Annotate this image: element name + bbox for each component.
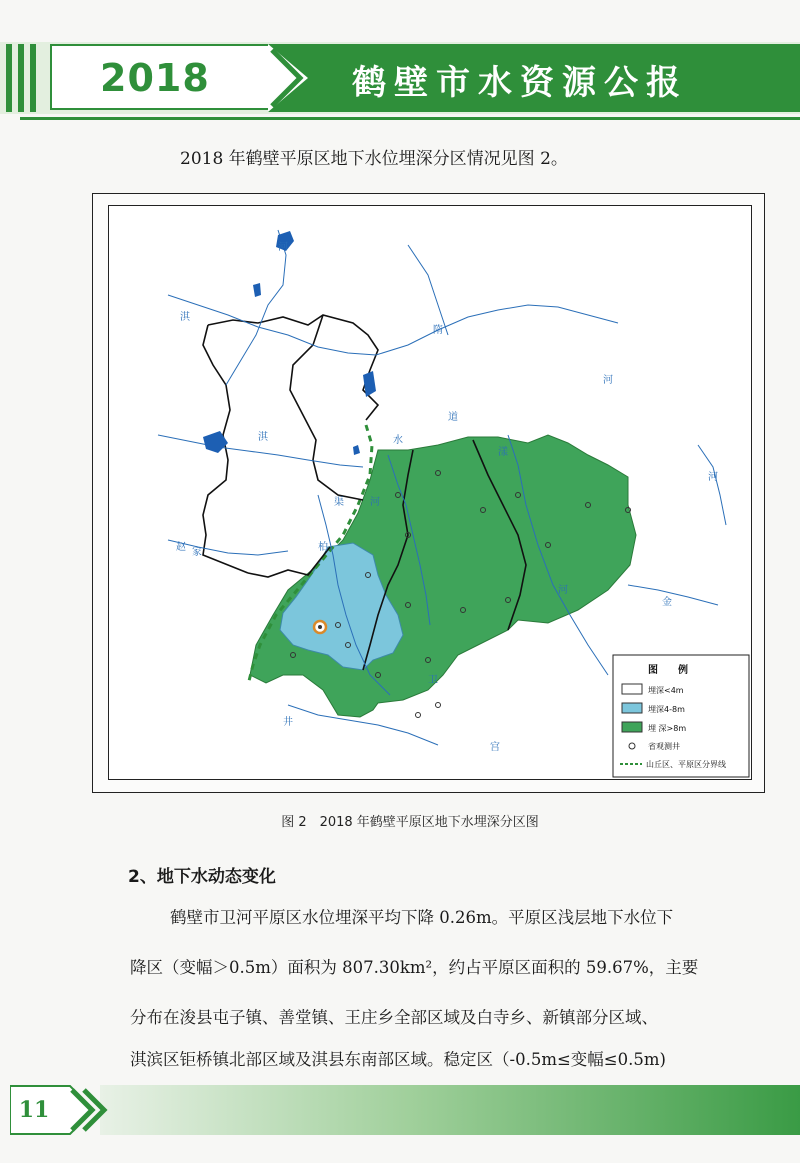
figure-caption: 图 2 2018 年鹤壁平原区地下水埋深分区图: [281, 815, 539, 830]
groundwater-depth-map: [108, 205, 752, 780]
paragraph-line: 淇滨区钜桥镇北部区域及淇县东南部区域。稳定区（-0.5m≤变幅≤0.5m): [130, 1050, 666, 1069]
label-zhao: 赵: [176, 542, 186, 553]
header-title: 鹤壁市水资源公报: [352, 63, 688, 103]
paragraph-line: 降区（变幅＞0.5m）面积为 807.30km²，约占平原区面积的 59.67%，主要: [130, 958, 699, 977]
label-sui: 隋: [433, 325, 443, 336]
label-shui: 水: [393, 435, 403, 446]
legend-item-under-4m: 埋深<4m: [648, 686, 684, 695]
header-underline: [20, 117, 800, 120]
label-he: 河: [278, 242, 288, 253]
label-he3: 河: [603, 375, 613, 386]
label-qu: 渠: [334, 497, 344, 508]
label-qi: 淇: [180, 312, 190, 323]
label-dao: 道: [448, 412, 458, 423]
legend-title: 图 例: [648, 665, 688, 676]
page-number: 11: [18, 1097, 50, 1123]
map-legend: [613, 655, 749, 777]
label-bo: 柏: [318, 542, 328, 553]
paragraph-line: 分布在浚县屯子镇、善堂镇、王庄乡全部区域及白寺乡、新镇部分区域、: [130, 1008, 658, 1027]
label-gong: 宫: [490, 742, 500, 753]
label-he5: 河: [708, 472, 718, 483]
intro-text: 2018 年鹤壁平原区地下水位埋深分区情况见图 2。: [180, 149, 568, 169]
legend-item-boundary: 山丘区、平原区分界线: [646, 760, 726, 769]
label-jin: 金: [662, 597, 672, 608]
label-he2: 河: [370, 497, 380, 508]
legend-item-well: 省观测井: [648, 742, 680, 751]
label-jia: 家: [192, 547, 202, 558]
label-yang: 漾: [498, 447, 508, 458]
label-jing: 井: [283, 717, 293, 728]
label-he4: 河: [558, 585, 568, 596]
legend-item-over-8m: 埋 深>8m: [648, 724, 687, 733]
header-year: 2018: [100, 56, 210, 100]
section-heading: 2、地下水动态变化: [128, 867, 276, 887]
label-wei: 卫: [428, 675, 438, 686]
paragraph-line: 鹤壁市卫河平原区水位埋深平均下降 0.26m。平原区浅层地下水位下: [170, 908, 674, 927]
legend-item-4-8m: 埋深4-8m: [648, 705, 685, 714]
label-qi2: 淇: [258, 432, 268, 443]
footer-bar: [100, 1085, 800, 1135]
